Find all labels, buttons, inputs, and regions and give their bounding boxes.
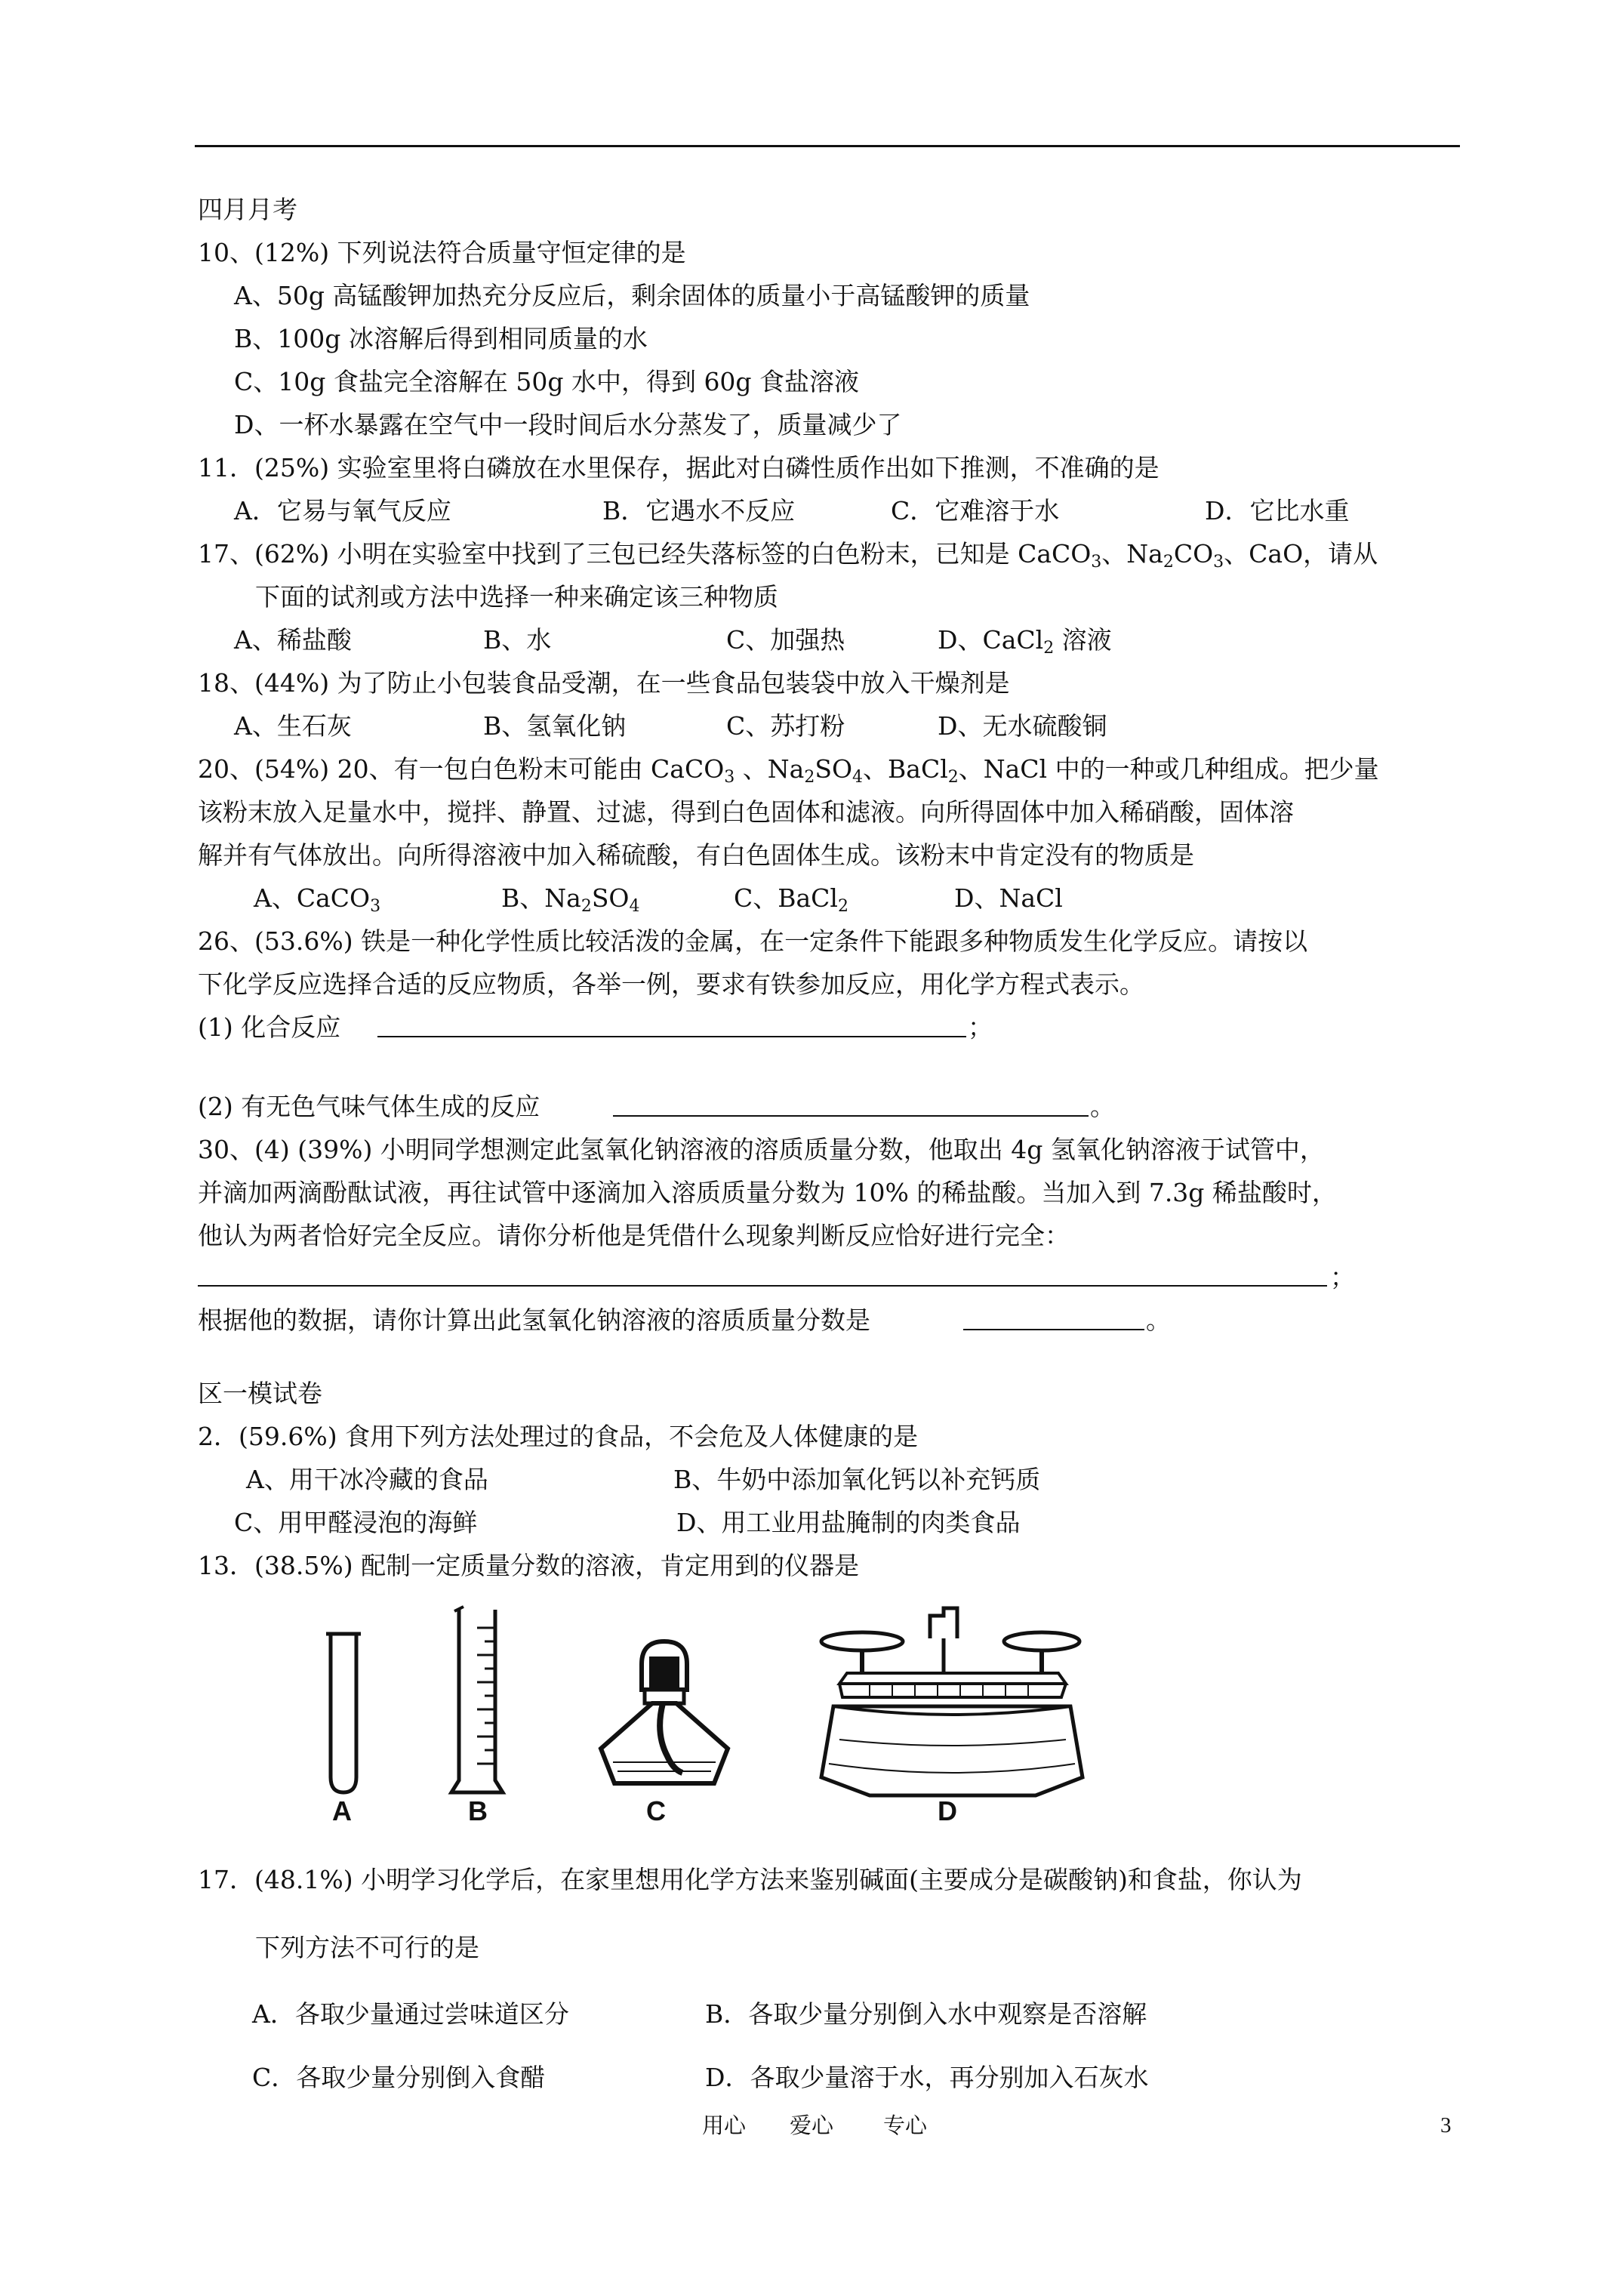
q17-option-c: C、加强热	[726, 625, 845, 655]
footer-item-1: 用心	[702, 2113, 747, 2138]
question-10-stem: 10、(12%) 下列说法符合质量守恒定律的是	[198, 238, 686, 267]
question-30-line5: 根据他的数据，请你计算出此氢氧化钠溶液的溶质质量分数是	[198, 1305, 870, 1335]
q26-subpart-1: (1) 化合反应	[198, 1012, 341, 1042]
q17-option-b: B、水	[483, 625, 552, 655]
question-11-stem: 11．(25%) 实验室里将白磷放在水里保存，据此对白磷性质作出如下推测，不准确的是	[198, 453, 1160, 482]
q17-option-a: A、稀盐酸	[234, 625, 352, 655]
figure-label-a: A	[332, 1795, 352, 1826]
q11-option-c: C．它难溶于水	[891, 496, 1060, 525]
q30-line5-end: 。	[1146, 1305, 1171, 1335]
header-rule	[195, 145, 1460, 147]
q30-answer-blank-1[interactable]	[198, 1285, 1327, 1287]
question-30-line3: 他认为两者恰好完全反应。请你分析他是凭借什么现象判断反应恰好进行完全：	[198, 1221, 1070, 1250]
section-title: 四月月考	[198, 195, 297, 224]
question-26-line2: 下化学反应选择合适的反应物质，各举一例，要求有铁参加反应，用化学方程式表示。	[198, 969, 1144, 999]
q10-option-d: D、一杯水暴露在空气中一段时间后水分蒸发了，质量减少了	[234, 410, 902, 439]
q2-option-b: B、牛奶中添加氧化钙以补充钙质	[673, 1465, 1041, 1494]
q26-subpart-2: (2) 有无色气味气体生成的反应	[198, 1092, 540, 1121]
q17-option-d: D、CaCl$_2$ 溶液	[938, 625, 1112, 658]
q20-option-a: A、CaCO$_3$	[254, 883, 381, 916]
question-18-stem: 18、(44%) 为了防止小包装食品受潮，在一些食品包装袋中放入干燥剂是	[198, 668, 1010, 698]
q20-option-c: C、BaCl$_2$	[734, 883, 848, 916]
q26-answer-blank-2[interactable]	[613, 1115, 1089, 1117]
q30-blank-end: ；	[1330, 1262, 1355, 1292]
page-number: 3	[1440, 2113, 1452, 2137]
figure-label-b: B	[468, 1795, 488, 1826]
q2-option-a: A、用干冰冷藏的食品	[246, 1465, 488, 1494]
q18-option-d: D、无水硫酸铜	[938, 711, 1107, 741]
q2-option-d: D、用工业用盐腌制的肉类食品	[676, 1508, 1021, 1537]
graduated-cylinder-icon	[447, 1605, 507, 1798]
question-17b-line2: 下列方法不可行的是	[255, 1933, 479, 1962]
q17b-option-c: C．各取少量分别倒入食醋	[252, 2063, 546, 2092]
alcohol-lamp-icon	[595, 1635, 734, 1794]
question-2-stem: 2．(59.6%) 食用下列方法处理过的食品，不会危及人体健康的是	[198, 1422, 919, 1451]
q17b-option-b: B．各取少量分别倒入水中观察是否溶解	[705, 1999, 1147, 2029]
q30-answer-blank-2[interactable]	[963, 1329, 1144, 1330]
question-26-line1: 26、(53.6%) 铁是一种化学性质比较活泼的金属，在一定条件下能跟多种物质发生化学反应。请按以	[198, 926, 1308, 956]
question-30-line2: 并滴加两滴酚酞试液，再往试管中逐滴加入溶质质量分数为 10% 的稀盐酸。当加入到 7.3g 稀盐酸时，	[198, 1178, 1337, 1207]
q18-option-a: A、生石灰	[234, 711, 352, 741]
question-13-stem: 13．(38.5%) 配制一定质量分数的溶液，肯定用到的仪器是	[198, 1551, 860, 1580]
figure-label-d: D	[938, 1795, 957, 1826]
q17b-option-d: D．各取少量溶于水，再分别加入石灰水	[705, 2063, 1149, 2092]
question-30-line1: 30、(4) (39%) 小明同学想测定此氢氧化钠溶液的溶质质量分数，他取出 4g 氢氧化钠溶液于试管中，	[198, 1135, 1325, 1164]
q17b-option-a: A．各取少量通过尝味道区分	[252, 1999, 569, 2029]
q10-option-c: C、10g 食盐完全溶解在 50g 水中，得到 60g 食盐溶液	[234, 367, 860, 396]
q11-option-d: D．它比水重	[1205, 496, 1350, 525]
q18-option-c: C、苏打粉	[726, 711, 845, 741]
q2-option-c: C、用甲醛浸泡的海鲜	[234, 1508, 478, 1537]
q26-answer-blank-1[interactable]	[377, 1036, 966, 1037]
balance-scale-icon	[817, 1601, 1086, 1803]
question-17-stem: 17、(62%) 小明在实验室中找到了三包已经失落标签的白色粉末，已知是 CaCO$_3$、$Na_2CO_3$、CaO，请从	[198, 539, 1378, 572]
question-20-line2: 该粉末放入足量水中，搅拌、静置、过滤，得到白色固体和滤液。向所得固体中加入稀硝酸，固体溶	[198, 797, 1294, 827]
q20-option-b: B、$Na_2SO_4$	[501, 883, 640, 916]
q10-option-a: A、50g 高锰酸钾加热充分反应后，剩余固体的质量小于高锰酸钾的质量	[234, 281, 1030, 310]
q26-subpart-2-end: 。	[1090, 1092, 1115, 1121]
question-20-line3: 解并有气体放出。向所得溶液中加入稀硫酸，有白色固体生成。该粉末中肯定没有的物质是	[198, 840, 1194, 870]
q18-option-b: B、氢氧化钠	[483, 711, 627, 741]
q26-subpart-1-end: ；	[968, 1012, 993, 1042]
footer-item-3: 专心	[883, 2113, 928, 2138]
question-17b-line1: 17．(48.1%) 小明学习化学后，在家里想用化学方法来鉴别碱面(主要成分是碳酸钠)和食盐，你认为	[198, 1865, 1302, 1894]
footer-item-2: 爱心	[790, 2113, 834, 2138]
question-20-stem: 20、(54%) 20、有一包白色粉末可能由 CaCO$_3$ 、$Na_2SO_4$、BaCl$_2$、NaCl 中的一种或几种组成。把少量	[198, 754, 1379, 787]
test-tube-icon	[325, 1631, 362, 1797]
q10-option-b: B、100g 冰溶解后得到相同质量的水	[234, 324, 648, 353]
q20-option-d: D、NaCl	[954, 883, 1063, 913]
q11-option-b: B．它遇水不反应	[602, 496, 796, 525]
q11-option-a: A．它易与氧气反应	[234, 496, 451, 525]
section-title-2: 区一模试卷	[198, 1379, 322, 1408]
figure-label-c: C	[646, 1795, 666, 1826]
question-17-stem-cont: 下面的试剂或方法中选择一种来确定该三种物质	[255, 582, 778, 612]
